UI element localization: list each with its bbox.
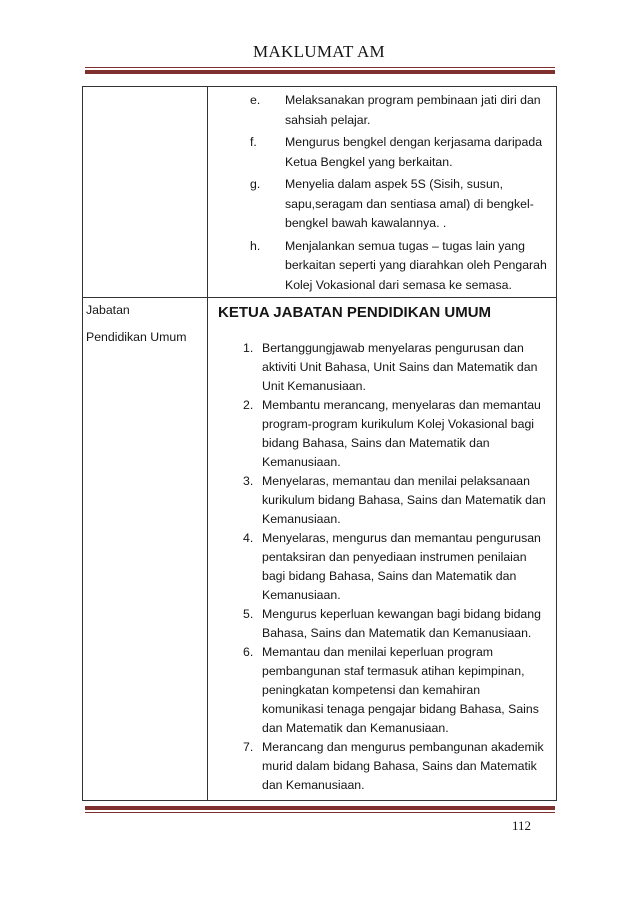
- text-line: program-program kurikulum Kolej Vokasional bagi: [262, 417, 535, 431]
- text-line: Bertanggungjawab menyelaras pengurusan dan: [262, 341, 524, 355]
- list-item: [243, 472, 546, 529]
- text-line: Kemanusiaan.: [262, 455, 341, 469]
- list-item: [250, 91, 547, 130]
- list-item: [250, 133, 547, 172]
- text-line: Menyelaras, memantau dan menilai pelaksanaan: [262, 474, 530, 488]
- list-marker: 5.: [243, 607, 254, 621]
- text-line: peningkatan kompetensi dan kemahiran: [262, 683, 481, 697]
- text-line: Bahasa, Sains dan Matematik dan Kemanusiaan.: [262, 626, 532, 640]
- list-item-text: [262, 529, 541, 605]
- list-marker: g.: [250, 177, 261, 191]
- list-marker: f.: [250, 135, 257, 149]
- department-label-line: Jabatan: [86, 303, 130, 317]
- list-item: [250, 175, 547, 234]
- list-item-text: [262, 738, 544, 795]
- numbered-duty-list: [243, 339, 546, 795]
- list-item-text: [285, 91, 541, 130]
- list-item: [243, 396, 546, 472]
- list-marker: h.: [250, 238, 261, 253]
- list-marker: 7.: [243, 740, 254, 754]
- text-line: pembangunan staf termasuk atihan kepimpinan,: [262, 664, 525, 678]
- rule-thin-line: [85, 67, 555, 68]
- text-line: Menjalankan semua tugas – tugas lain yang: [285, 238, 525, 253]
- position-heading: KETUA JABATAN PENDIDIKAN UMUM: [218, 304, 492, 321]
- text-line: dan Kemanusiaan.: [262, 778, 365, 792]
- text-line: Mengurus keperluan kewangan bagi bidang bidang: [262, 607, 541, 621]
- text-line: sapu,seragam dan sentiasa amal) di bengkel-: [285, 196, 534, 211]
- text-line: Memantau dan menilai keperluan program: [262, 645, 494, 659]
- text-line: Menyelaras, mengurus dan memantau pengurusan: [262, 531, 541, 545]
- row2-right-cell: [207, 297, 557, 801]
- text-line: Membantu merancang, menyelaras dan memantau: [262, 398, 541, 412]
- list-item-text: [262, 472, 546, 529]
- list-item: [243, 605, 546, 643]
- list-item-text: [262, 643, 539, 738]
- list-item: [243, 529, 546, 605]
- text-line: komunikasi tenaga pengajar bidang Bahasa, Sains: [262, 702, 539, 716]
- text-line: Menyelia dalam aspek 5S (Sisih, susun,: [285, 177, 504, 191]
- rule-thin-line: [85, 812, 555, 813]
- list-marker: 4.: [243, 531, 254, 545]
- text-line: Kolej Vokasional dari semasa ke semasa.: [285, 277, 512, 292]
- page-number: 112: [512, 818, 532, 833]
- row1-right-cell: [207, 86, 557, 298]
- text-line: Kemanusiaan.: [262, 588, 341, 602]
- footer-double-rule: [85, 806, 555, 813]
- text-line: kurikulum bidang Bahasa, Sains dan Matematik dan: [262, 493, 546, 507]
- text-line: Merancang dan mengurus pembangunan akademik: [262, 740, 544, 754]
- list-item-text: [285, 175, 534, 234]
- text-line: Unit Kemanusiaan.: [262, 379, 366, 393]
- text-line: bagi bidang Bahasa, Sains dan Matematik dan: [262, 569, 517, 583]
- list-marker: e.: [250, 93, 261, 107]
- text-line: Kemanusiaan.: [262, 512, 341, 526]
- list-item: [243, 339, 546, 396]
- rule-thick-line: [85, 70, 555, 74]
- list-item-text: [262, 605, 541, 643]
- header-title: MAKLUMAT AM: [253, 42, 385, 61]
- text-line: murid dalam bidang Bahasa, Sains dan Matematik: [262, 759, 537, 773]
- header-double-rule: [85, 67, 555, 74]
- text-line: bengkel bawah kawalannya. .: [285, 216, 447, 230]
- text-line: bidang Bahasa, Sains dan Matematik dan: [262, 436, 490, 450]
- list-item-text: [285, 237, 547, 296]
- text-line: Melaksanakan program pembinaan jati diri dan: [285, 93, 541, 107]
- text-line: berkaitan seperti yang diarahkan oleh Pengarah: [285, 258, 547, 272]
- text-line: pentaksiran dan penyediaan instrumen penilaian: [262, 550, 527, 564]
- list-item-text: [262, 339, 537, 396]
- rule-thick-line: [85, 806, 555, 810]
- text-line: Ketua Bengkel yang berkaitan.: [285, 154, 453, 169]
- text-line: sahsiah pelajar.: [285, 112, 371, 127]
- list-marker: 3.: [243, 474, 254, 488]
- list-item: [250, 237, 547, 296]
- text-line: aktiviti Unit Bahasa, Unit Sains dan Matematik dan: [262, 360, 538, 374]
- lettered-duty-list: [250, 91, 547, 298]
- row2-left-cell: [82, 297, 208, 801]
- list-marker: 6.: [243, 645, 254, 659]
- department-label-line: Pendidikan Umum: [86, 330, 187, 344]
- list-item: [243, 643, 546, 738]
- department-label: [86, 301, 186, 347]
- text-line: dan Matematik dan Kemanusiaan.: [262, 721, 449, 735]
- list-item-text: [285, 133, 542, 172]
- list-marker: 1.: [243, 341, 254, 355]
- row1-left-cell: [82, 86, 208, 298]
- list-item: [243, 738, 546, 795]
- list-item-text: [262, 396, 541, 472]
- list-marker: 2.: [243, 398, 254, 412]
- text-line: Mengurus bengkel dengan kerjasama daripada: [285, 135, 543, 149]
